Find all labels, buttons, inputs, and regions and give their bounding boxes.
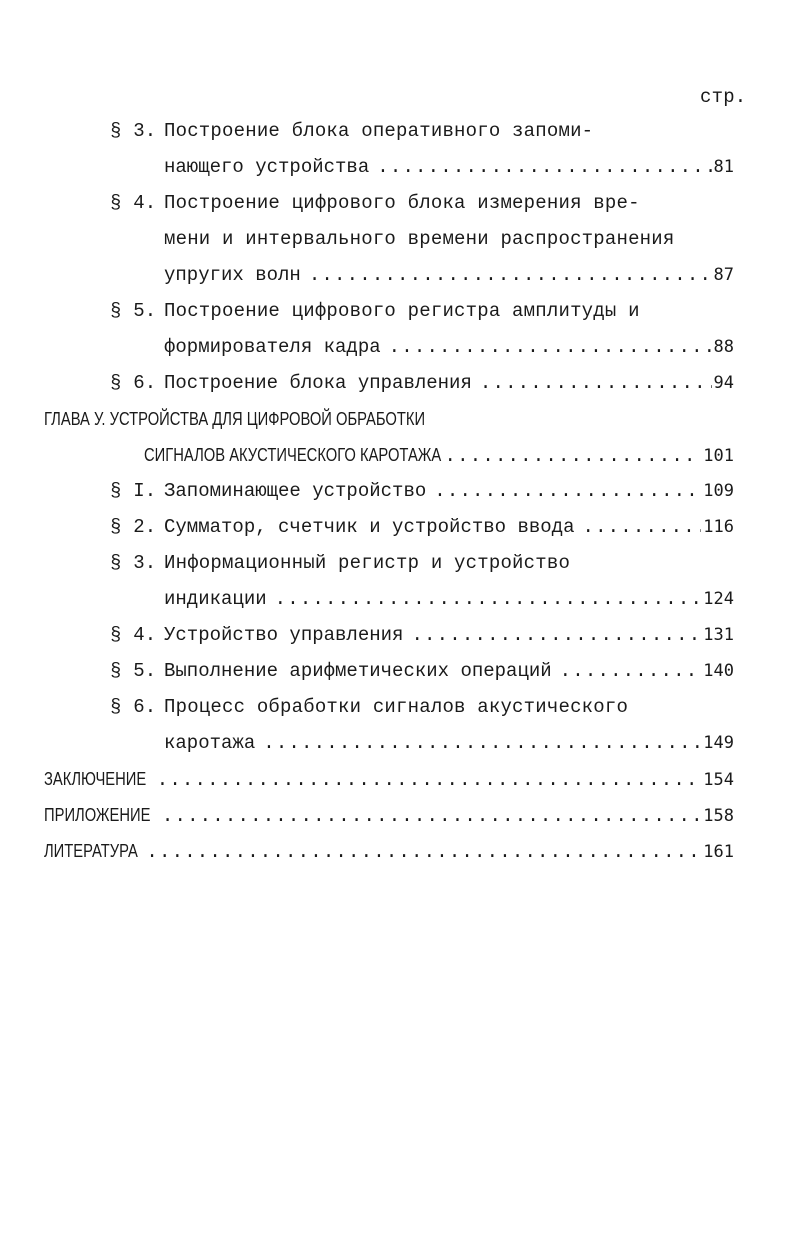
toc-entry-number: § 3. xyxy=(110,552,157,574)
toc-entry-title-last: Выполнение арифметических операций xyxy=(164,660,552,682)
page-column-label: стр. xyxy=(700,86,747,108)
toc-entry-leader xyxy=(164,588,734,610)
toc-entry-number: § 2. xyxy=(110,516,157,538)
toc-page-number: 116 xyxy=(703,517,734,537)
toc-entry-leader xyxy=(164,480,734,502)
toc-page-number: 158 xyxy=(703,806,734,826)
toc-entry-number: § 6. xyxy=(110,696,157,718)
toc-page-number: 154 xyxy=(703,770,734,790)
toc-page-number: 94 xyxy=(713,373,734,393)
dot-leader xyxy=(434,480,701,502)
toc-entry-number: § 5. xyxy=(110,300,157,322)
toc-entry-leader xyxy=(164,660,734,682)
toc-entry-title-last: Запоминающее устройство xyxy=(164,480,427,502)
back-matter-label: ЗАКЛЮЧЕНИЕ xyxy=(44,769,147,789)
toc-page-number: 131 xyxy=(703,625,734,645)
toc-page-number: 109 xyxy=(703,481,734,501)
toc-entry-leader xyxy=(164,336,734,358)
back-matter-leader xyxy=(44,840,734,863)
dot-leader xyxy=(275,588,702,610)
dot-leader xyxy=(162,805,701,827)
chapter-heading: ГЛАВА У. УСТРОЙСТВА ДЛЯ ЦИФРОВОЙ ОБРАБОТКИ xyxy=(44,409,426,429)
dot-leader xyxy=(445,445,702,467)
toc-entry-title-last: формирователя кадра xyxy=(164,336,381,358)
toc-entry-title-line: Построение блока оперативного запоми- xyxy=(164,120,594,142)
chapter-heading-last: СИГНАЛОВ АКУСТИЧЕСКОГО КАРОТАЖА xyxy=(144,445,442,465)
toc-entry-number: § 4. xyxy=(110,192,157,214)
toc-entry-number: § 4. xyxy=(110,624,157,646)
toc-entry-number: § 6. xyxy=(110,372,157,394)
toc-entry-title-line: Процесс обработки сигналов акустического xyxy=(164,696,629,718)
toc-page-number: 149 xyxy=(703,733,734,753)
toc-entry-leader xyxy=(164,516,734,538)
dot-leader xyxy=(389,336,712,358)
dot-leader xyxy=(411,624,701,646)
toc-page-number: 101 xyxy=(703,446,734,466)
toc-entry-title-last: индикации xyxy=(164,588,267,610)
toc-entry-title-line: Построение цифрового блока измерения вре- xyxy=(164,192,640,214)
dot-leader xyxy=(263,732,701,754)
toc-entry-title-last: Построение блока управления xyxy=(164,372,472,394)
toc-entry-title-last: Устройство управления xyxy=(164,624,404,646)
back-matter-leader xyxy=(44,768,734,791)
toc-page-number: 124 xyxy=(703,589,734,609)
toc-page-number: 161 xyxy=(703,842,734,862)
toc-entry-title-last: нающего устройства xyxy=(164,156,370,178)
toc-entry-title-line: Построение цифрового регистра амплитуды и xyxy=(164,300,640,322)
toc-entry-number: § I. xyxy=(110,480,157,502)
back-matter-label: ЛИТЕРАТУРА xyxy=(44,841,138,861)
toc-entry-title-last: Сумматор, счетчик и устройство ввода xyxy=(164,516,575,538)
toc-entry-number: § 3. xyxy=(110,120,157,142)
toc-page-number: 140 xyxy=(703,661,734,681)
dot-leader xyxy=(377,156,711,178)
dot-leader xyxy=(157,769,702,791)
chapter-heading-leader xyxy=(144,444,734,467)
dot-leader xyxy=(146,841,701,863)
dot-leader xyxy=(582,516,701,538)
back-matter-leader xyxy=(44,804,734,827)
toc-entry-title-last: каротажа xyxy=(164,732,256,754)
toc-page-number: 88 xyxy=(713,337,734,357)
toc-entry-leader xyxy=(164,264,734,286)
toc-entry-leader xyxy=(164,624,734,646)
toc-entry-number: § 5. xyxy=(110,660,157,682)
toc-entry-leader xyxy=(164,372,734,394)
back-matter-label: ПРИЛОЖЕНИЕ xyxy=(44,805,151,825)
toc-entry-title-line: мени и интервального времени распространения xyxy=(164,228,675,250)
toc-entry-title-last: упругих волн xyxy=(164,264,301,286)
toc-entry-leader xyxy=(164,156,734,178)
toc-entry-leader xyxy=(164,732,734,754)
dot-leader xyxy=(560,660,702,682)
dot-leader xyxy=(480,372,712,394)
toc-entry-title-line: Информационный регистр и устройство xyxy=(164,552,571,574)
toc-page-number: 87 xyxy=(713,265,734,285)
toc-page-number: 81 xyxy=(713,157,734,177)
dot-leader xyxy=(309,264,712,286)
